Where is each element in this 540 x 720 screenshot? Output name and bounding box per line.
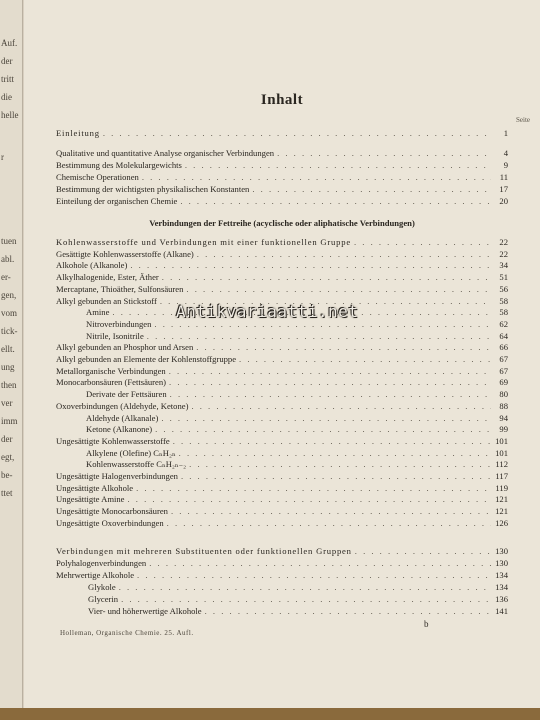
toc-entry (56, 259, 508, 271)
toc-entry-label: Ketone (Alkanone) (86, 424, 153, 435)
margin-fragment: vom (1, 308, 18, 318)
toc-page-number: 22 (499, 237, 508, 247)
margin-fragment: er- (1, 272, 11, 282)
dot-leader (181, 470, 491, 482)
toc-page-number: 9 (503, 160, 508, 170)
toc-page-number: 119 (495, 482, 508, 493)
margin-fragment: ung (1, 362, 15, 372)
margin-fragment: ver (1, 398, 13, 408)
margin-fragment: tritt (1, 74, 14, 84)
dot-leader (185, 159, 491, 171)
toc-page-number: 17 (499, 184, 508, 194)
toc-entry (56, 127, 508, 139)
margin-fragment: der (1, 56, 13, 66)
toc-page-number: 99 (499, 424, 508, 435)
dot-leader (130, 259, 491, 271)
toc-entry (56, 330, 508, 342)
toc-entry-label: Derivate der Fettsäuren (86, 389, 167, 400)
toc-entry-label: Alkohole (Alkanole) (56, 260, 128, 271)
toc-entry-label: Kohlenwasserstoffe und Verbindungen mit einer funktionellen Gruppe (56, 237, 351, 247)
toc-page-number: 126 (495, 517, 508, 528)
margin-fragment: gen, (1, 290, 17, 300)
margin-fragment: der (1, 434, 13, 444)
toc-entry-label: Kohlenwasserstoffe CₙH₂ₙ₋₂ (86, 459, 187, 470)
dot-leader (355, 545, 491, 557)
toc-entry (56, 365, 508, 377)
toc-page-number: 1 (503, 128, 508, 138)
toc-entry-label: Ungesättigte Halogenverbindungen (56, 471, 178, 481)
toc-entry-label: Ungesättigte Monocarbonsäuren (56, 506, 168, 517)
toc-entry (56, 400, 508, 412)
toc-page-number: 101 (495, 447, 508, 458)
toc-page-number: 101 (495, 435, 508, 446)
toc-entry-label: Bestimmung der wichtigsten physikalischen Konstanten (56, 184, 250, 194)
margin-fragment: be- (1, 470, 13, 480)
toc-page-number: 69 (499, 377, 508, 388)
toc-page-number: 11 (499, 172, 508, 182)
toc-entry (56, 593, 508, 605)
toc-entry (56, 195, 508, 207)
toc-entry-label: Glykole (88, 582, 116, 592)
dot-leader (189, 458, 491, 470)
toc-page-number: 130 (495, 546, 508, 556)
toc-page-number: 121 (495, 506, 508, 517)
margin-fragment: tuen (1, 236, 17, 246)
dot-leader (147, 330, 491, 342)
toc-entry (56, 447, 508, 459)
toc-page-number: 4 (503, 148, 508, 158)
margin-fragment: r (1, 152, 4, 162)
dot-leader (142, 171, 491, 183)
toc-page-number: 22 (499, 248, 508, 259)
toc-entry-label: Vier- und höherwertige Alkohole (88, 606, 202, 616)
table-surface (0, 708, 540, 720)
toc-entry (56, 581, 508, 593)
watermark: Antikvariaatti.net (176, 302, 359, 321)
dot-leader (354, 236, 491, 248)
dot-leader (119, 581, 491, 593)
dot-leader (171, 505, 491, 517)
toc-entry (56, 482, 508, 494)
toc-entry-label: Ungesättigte Oxoverbindungen (56, 517, 164, 528)
dot-leader (137, 569, 491, 581)
toc-entry (56, 248, 508, 260)
toc-entry-label: Oxoverbindungen (Aldehyde, Ketone) (56, 400, 189, 411)
dot-leader (191, 400, 491, 412)
toc-entry-label: Qualitative und quantitative Analyse organischer Verbindungen (56, 148, 275, 158)
toc-entry (56, 458, 508, 470)
dot-leader (167, 517, 491, 529)
toc-entry-label: Metallorganische Verbindungen (56, 365, 166, 376)
footer-text: Holleman, Organische Chemie. 25. Aufl. (60, 629, 194, 637)
toc-entry (56, 295, 508, 307)
toc-entry-label: Aldehyde (Alkanale) (86, 412, 159, 423)
dot-leader (112, 306, 491, 318)
dot-leader (239, 353, 491, 365)
toc-entry (56, 376, 508, 388)
toc-page-number: 67 (499, 365, 508, 376)
toc-page-number: 94 (499, 412, 508, 423)
dot-leader (169, 365, 491, 377)
margin-fragment: Auf. (1, 38, 18, 48)
margin-fragment: then (1, 380, 17, 390)
margin-fragment: egt, (1, 452, 15, 462)
toc-entry-label: Verbindungen mit mehreren Substituenten oder funktionellen Gruppen (56, 546, 352, 556)
toc-page-number: 66 (499, 342, 508, 353)
toc-entry-label: Mercaptane, Thioäther, Sulfonsäuren (56, 283, 184, 294)
toc-entry (56, 341, 508, 353)
toc-entry-label: Mehrwertige Alkohole (56, 570, 135, 580)
toc-entry-label: Amine (86, 307, 110, 318)
toc-entry-label: Nitrile, Isonitrile (86, 330, 144, 341)
toc-page-number: 62 (499, 318, 508, 329)
toc-page-number: 56 (499, 283, 508, 294)
toc-entry (56, 545, 508, 557)
toc-entry (56, 283, 508, 295)
signature-mark: b (424, 619, 429, 629)
toc-entry-label: Ungesättigte Amine (56, 494, 125, 505)
dot-leader (154, 318, 491, 330)
toc-entry-label: Einleitung (56, 128, 100, 138)
toc-page-number: 141 (495, 606, 508, 616)
toc-entry (56, 517, 508, 529)
dot-leader (197, 248, 491, 260)
dot-leader (186, 283, 491, 295)
toc-page-number: 34 (499, 260, 508, 271)
margin-fragment: ttet (1, 488, 13, 498)
toc-page-number: 134 (495, 582, 508, 592)
margin-fragment: helle (1, 110, 19, 120)
toc-entry-label: Alkyl gebunden an Elemente der Kohlenstoffgruppe (56, 354, 237, 364)
toc-page-number: 130 (495, 558, 508, 568)
toc-entry-label: Polyhalogenverbindungen (56, 558, 147, 568)
dot-leader (155, 423, 491, 435)
toc-entry (56, 147, 508, 159)
dot-leader (103, 127, 491, 139)
dot-leader (180, 195, 491, 207)
toc-entry (56, 605, 508, 617)
dot-leader (170, 388, 491, 400)
dot-leader (149, 557, 491, 569)
toc-entry (56, 557, 508, 569)
toc-page-number: 58 (499, 295, 508, 306)
dot-leader (196, 341, 491, 353)
toc-entry (56, 505, 508, 517)
dot-leader (205, 605, 491, 617)
dot-leader (160, 295, 491, 307)
toc-entry (56, 493, 508, 505)
toc-page-number: 58 (499, 307, 508, 318)
toc-entry-label: Ungesättigte Kohlenwasserstoffe (56, 435, 170, 446)
toc-entry-label: Bestimmung des Molekulargewichts (56, 160, 182, 170)
toc-entry (56, 171, 508, 183)
toc-entry-label: Alkylhalogenide, Ester, Äther (56, 272, 159, 283)
toc-page-number: 67 (499, 354, 508, 364)
dot-leader (179, 447, 491, 459)
toc-entry-label: Alkyl gebunden an Stickstoff (56, 295, 157, 306)
toc-page-number: 88 (499, 400, 508, 411)
toc-page-number: 51 (499, 272, 508, 283)
dot-leader (121, 593, 491, 605)
toc-page-number: 136 (495, 594, 508, 604)
toc-entry-label: Chemische Operationen (56, 172, 139, 182)
toc-entry (56, 569, 508, 581)
dot-leader (277, 147, 491, 159)
dot-leader (173, 435, 491, 447)
book-page (24, 0, 540, 708)
toc-page-number: 121 (495, 494, 508, 505)
margin-fragment: abl. (1, 254, 15, 264)
dot-leader (169, 376, 491, 388)
toc-page-number: 20 (499, 196, 508, 206)
toc-entry (56, 318, 508, 330)
seite-label: Seite (516, 116, 530, 124)
toc-page-number: 112 (495, 459, 508, 470)
dot-leader (136, 482, 491, 494)
toc-entry (56, 423, 508, 435)
dot-leader (161, 412, 491, 424)
toc-entry-label: Alkylene (Olefine) CₙH₂ₙ (86, 447, 176, 458)
left-page-edge (0, 0, 23, 708)
section-title: Verbindungen der Fettreihe (acyclische oder aliphatische Verbindungen) (149, 218, 415, 228)
toc-entry (56, 470, 508, 482)
toc-entry (56, 435, 508, 447)
margin-fragment: tick- (1, 326, 18, 336)
toc-entry-label: Glycerin (88, 594, 119, 604)
dot-leader (128, 493, 492, 505)
toc-entry (56, 353, 508, 365)
toc-page-number: 80 (499, 389, 508, 400)
toc-entry-label: Monocarbonsäuren (Fettsäuren) (56, 377, 167, 388)
dot-leader (162, 271, 491, 283)
dot-leader (252, 183, 491, 195)
toc-entry (56, 183, 508, 195)
toc-entry (56, 388, 508, 400)
toc-entry-label: Gesättigte Kohlenwasserstoffe (Alkane) (56, 248, 194, 259)
toc-page-number: 117 (495, 471, 508, 481)
margin-fragment: ellt. (1, 344, 15, 354)
toc-entry (56, 271, 508, 283)
margin-fragment: imm (1, 416, 18, 426)
toc-page-number: 64 (499, 330, 508, 341)
toc-entry-label: Nitroverbindungen (86, 318, 152, 329)
toc-entry-label: Ungesättigte Alkohole (56, 482, 134, 493)
page-title: Inhalt (260, 92, 304, 108)
toc-page-number: 134 (495, 570, 508, 580)
toc-entry (56, 412, 508, 424)
toc-entry (56, 236, 508, 248)
toc-entry (56, 306, 508, 318)
margin-fragment: die (1, 92, 12, 102)
toc-entry (56, 159, 508, 171)
toc-entry-label: Alkyl gebunden an Phosphor und Arsen (56, 342, 194, 353)
toc-entry-label: Einteilung der organischen Chemie (56, 196, 178, 206)
